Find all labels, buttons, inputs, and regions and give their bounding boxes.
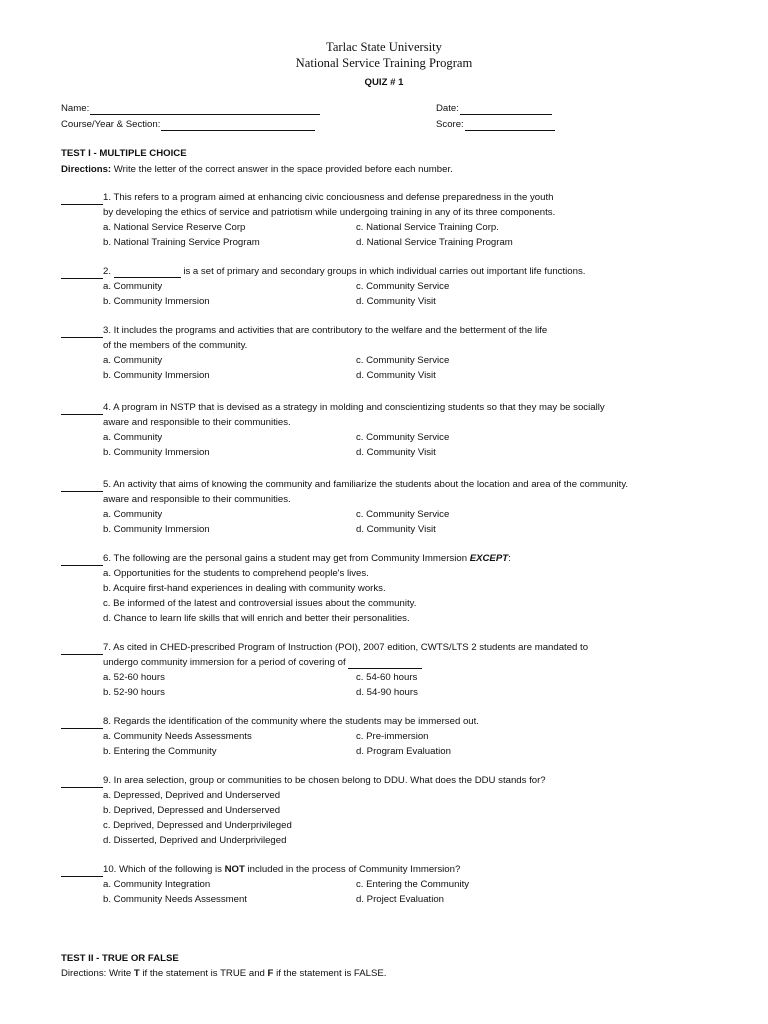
option-d: d. Community Visit	[356, 524, 436, 535]
option-b: b. Community Immersion	[103, 296, 210, 307]
question-text: 3. It includes the programs and activities that are contributory to the welfare and the betterment of the life	[103, 325, 548, 336]
option-c: c. National Service Training Corp.	[356, 222, 499, 233]
question-text: 1. This refers to a program aimed at enhancing civic conciousness and defense preparedness in the youth	[103, 192, 554, 203]
university-title: Tarlac State University	[326, 40, 442, 54]
option-c: c. Community Service	[356, 509, 450, 520]
answer-blank-4[interactable]	[61, 414, 103, 415]
option-c: c. Community Service	[356, 432, 450, 443]
date-field[interactable]	[436, 103, 552, 115]
option-a: a. National Service Reserve Corp	[103, 222, 246, 233]
question-text: aware and responsible to their communities.	[103, 494, 291, 505]
question-text	[103, 864, 460, 876]
option-b: b. Community Immersion	[103, 524, 210, 535]
question-text: aware and responsible to their communities.	[103, 417, 291, 428]
answer-blank-5[interactable]	[61, 491, 103, 492]
option-a: a. Community Integration	[103, 879, 211, 890]
option-b: b. Acquire first-hand experiences in dealing with community works.	[103, 583, 386, 594]
option-d: d. National Service Training Program	[356, 237, 513, 248]
option-d: d. Community Visit	[356, 370, 436, 381]
option-d: d. Community Visit	[356, 296, 436, 307]
question-text-part: 6. The following are the personal gains a student may get from Community Immersion	[103, 553, 470, 564]
course-label: Course/Year & Section:	[61, 119, 161, 130]
option-c: c. Community Service	[356, 281, 450, 292]
option-a: a. Community	[103, 432, 163, 443]
option-c: c. Entering the Community	[356, 879, 470, 890]
question-text-part: 2.	[103, 266, 114, 277]
question-text-part: undergo community immersion for a period of covering of	[103, 657, 349, 668]
question-text: 7. As cited in CHED-prescribed Program of Instruction (POI), 2007 edition, CWTS/LTS 2 students are mandated to	[103, 642, 589, 653]
directions-text: Directions: Write	[61, 968, 134, 979]
answer-blank-9[interactable]	[61, 787, 103, 788]
question-text: 9. In area selection, group or communities to be chosen belong to DDU. What does the DDU stands for?	[103, 775, 546, 786]
test2-title: TEST II - TRUE OR FALSE	[61, 953, 179, 964]
name-label: Name:	[61, 103, 90, 114]
question-text-part: :	[508, 553, 511, 564]
option-b: b. Community Immersion	[103, 447, 210, 458]
fill-blank[interactable]	[348, 658, 422, 669]
option-a: a. Community	[103, 281, 163, 292]
option-d: d. Chance to learn life skills that will enrich and better their personalities.	[103, 613, 410, 624]
answer-blank-7[interactable]	[61, 654, 103, 655]
directions-text: Write the letter of the correct answer in the space provided before each number.	[113, 164, 453, 175]
test1-directions	[61, 164, 453, 176]
answer-blank-3[interactable]	[61, 337, 103, 338]
option-c: c. Pre-immersion	[356, 731, 429, 742]
test1-title: TEST I - MULTIPLE CHOICE	[61, 148, 187, 159]
false-letter: F	[267, 968, 274, 979]
directions-text: if the statement is FALSE.	[273, 968, 387, 979]
option-b: b. National Training Service Program	[103, 237, 260, 248]
date-blank[interactable]	[460, 103, 552, 115]
score-field[interactable]	[436, 119, 555, 131]
directions-text: if the statement is TRUE and	[139, 968, 268, 979]
directions-label: Directions:	[61, 164, 112, 175]
option-c: c. 54-60 hours	[356, 672, 418, 683]
answer-blank-2[interactable]	[61, 278, 103, 279]
answer-blank-6[interactable]	[61, 565, 103, 566]
option-c: c. Community Service	[356, 355, 450, 366]
name-field[interactable]	[61, 103, 320, 115]
question-text: 4. A program in NSTP that is devised as a strategy in molding and conscientizing students so that they may be socially	[103, 402, 605, 413]
option-d: d. Disserted, Deprived and Underprivileged	[103, 835, 287, 846]
option-d: d. Program Evaluation	[356, 746, 451, 757]
option-c: c. Deprived, Depressed and Underprivileged	[103, 820, 292, 831]
answer-blank-10[interactable]	[61, 876, 103, 877]
quiz-number: QUIZ # 1	[364, 77, 404, 88]
emphasis-not: NOT	[224, 864, 245, 875]
option-b: b. Entering the Community	[103, 746, 217, 757]
course-blank[interactable]	[161, 119, 315, 131]
option-b: b. 52-90 hours	[103, 687, 165, 698]
option-c: c. Be informed of the latest and controversial issues about the community.	[103, 598, 417, 609]
question-text	[103, 266, 585, 278]
option-a: a. Community Needs Assessments	[103, 731, 252, 742]
question-text	[103, 657, 422, 669]
true-letter: T	[133, 968, 140, 979]
option-b: b. Deprived, Depressed and Underserved	[103, 805, 281, 816]
option-a: a. Community	[103, 509, 163, 520]
question-text-part: 10. Which of the following is	[103, 864, 225, 875]
option-a: a. Community	[103, 355, 163, 366]
score-blank[interactable]	[465, 119, 555, 131]
answer-blank-8[interactable]	[61, 728, 103, 729]
score-label: Score:	[436, 119, 464, 130]
option-d: d. Project Evaluation	[356, 894, 444, 905]
option-a: a. Depressed, Deprived and Underserved	[103, 790, 281, 801]
option-d: d. 54-90 hours	[356, 687, 418, 698]
test2-directions	[61, 968, 386, 980]
question-text-part: included in the process of Community Immersion?	[244, 864, 461, 875]
fill-blank[interactable]	[114, 267, 181, 278]
question-text-part: is a set of primary and secondary groups in which individual carries out important life functions.	[180, 266, 586, 277]
option-a: a. Opportunities for the students to comprehend people's lives.	[103, 568, 369, 579]
option-b: b. Community Needs Assessment	[103, 894, 247, 905]
option-a: a. 52-60 hours	[103, 672, 165, 683]
option-b: b. Community Immersion	[103, 370, 210, 381]
question-text	[103, 553, 511, 565]
program-title: National Service Training Program	[295, 56, 473, 70]
question-text: by developing the ethics of service and patriotism while undergoing training in any of its three components.	[103, 207, 556, 218]
question-text: 5. An activity that aims of knowing the community and familiarize the students about the location and area of the community.	[103, 479, 629, 490]
date-label: Date:	[436, 103, 459, 114]
course-field[interactable]	[61, 119, 315, 131]
name-blank[interactable]	[90, 103, 320, 115]
question-text: 8. Regards the identification of the community where the students may be immersed out.	[103, 716, 479, 727]
answer-blank-1[interactable]	[61, 204, 103, 205]
option-d: d. Community Visit	[356, 447, 436, 458]
question-text: of the members of the community.	[103, 340, 248, 351]
emphasis-except: EXCEPT	[469, 553, 509, 564]
